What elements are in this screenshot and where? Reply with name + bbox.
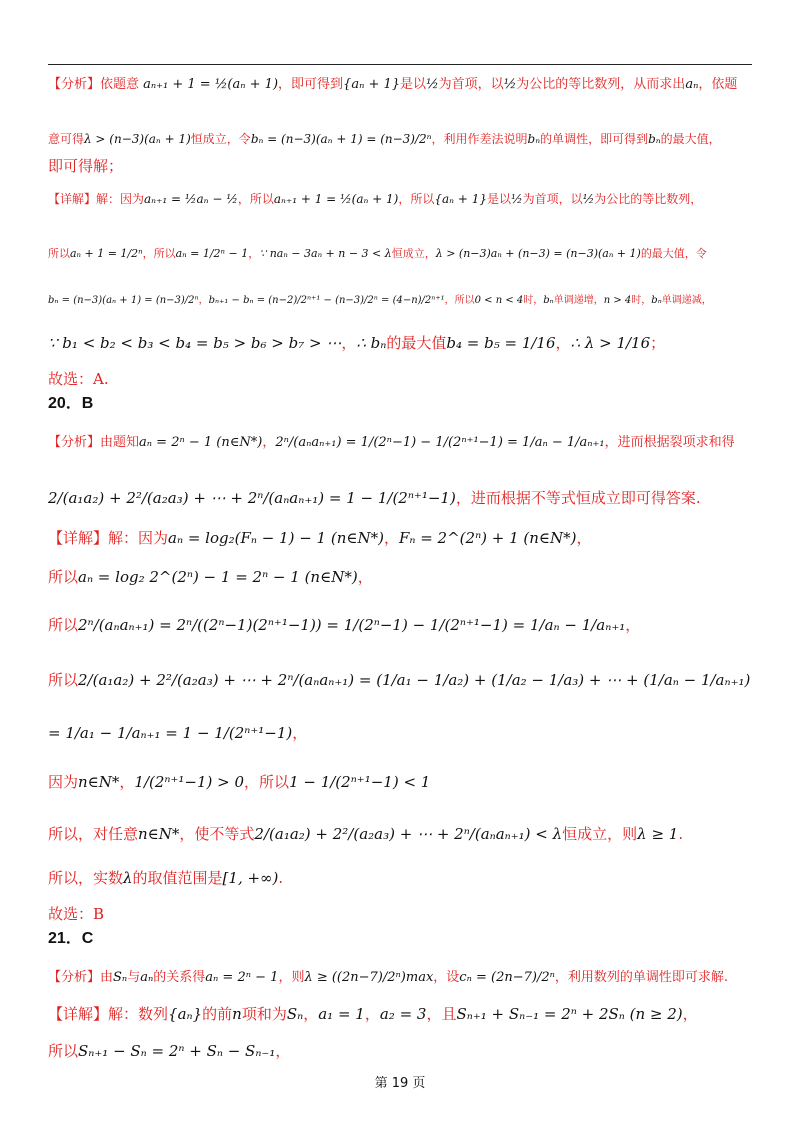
text-line [48,188,702,210]
section-tag: 【详解】 [48,192,97,206]
section-tag: 【分析】 [48,77,101,92]
math-expression: aₙ₊₁ + 1 = ½(aₙ + 1) [143,77,279,92]
explanation-text: ， [364,1005,380,1023]
explanation-text: 恒成立，则 [562,825,638,843]
text-line [48,771,430,793]
math-expression: λ > (n−3)aₙ + (n−3) = (n−3)(aₙ + 1) [435,247,641,260]
question-number: 21．C [48,930,94,947]
section-tag: 【分析】 [48,970,101,985]
explanation-text: 恒成立， [391,247,436,260]
math-expression: aₙ = 2ⁿ − 1 (n∈N*) [139,435,263,450]
math-expression: Fₙ = 2^(2ⁿ) + 1 (n∈N*) [398,529,577,547]
text-line [48,128,721,150]
math-expression: bₙ₊₁ − bₙ = (n−2)/2ⁿ⁺¹ − (n−3)/2ⁿ = (4−n)/2ⁿ⁺¹ [208,295,445,306]
explanation-text: 所以 [48,616,79,634]
explanation-text: ，所以 [444,295,475,306]
explanation-text: ，使不等式 [179,825,255,843]
math-expression: 2/(a₁a₂) + 2²/(a₂a₃) + ⋯ + 2ⁿ/(aₙaₙ₊₁) = (1/a₁ − 1/a₂) + (1/a₂ − 1/a₃) + ⋯ + (1/aₙ − 1/aₙ₊₁) [78,671,751,689]
explanation-text: 因为 [48,773,79,791]
math-expression: 2/(a₁a₂) + 2²/(a₂a₃) + ⋯ + 2ⁿ/(aₙaₙ₊₁) = 1 − 1/(2ⁿ⁺¹−1) [48,489,456,507]
text-line [48,74,737,96]
explanation-text: ， [383,529,399,547]
math-expression: aₙ = log₂ 2^(2ⁿ) − 1 = 2ⁿ − 1 (n∈N*) [78,568,358,586]
explanation-text: . [278,869,284,887]
explanation-text: 依题意 [100,77,144,92]
text-line [48,368,109,390]
math-expression: bₙ = (n−3)(aₙ + 1) = (n−3)/2ⁿ [48,295,199,306]
explanation-text: 所以 [48,1042,79,1060]
explanation-text: 的最大值，令 [640,247,707,260]
math-expression: 1 − 1/(2ⁿ⁺¹−1) < 1 [289,773,431,791]
math-expression: a₂ = 3 [379,1005,427,1023]
math-expression: ½ [582,192,595,206]
explanation-text: ， [555,334,571,352]
math-expression: {aₙ} [168,1005,203,1023]
explanation-text: ， [119,773,135,791]
explanation-text: 为首项，以 [438,77,504,92]
explanation-text: 的最大值 [386,334,447,352]
explanation-text: ， [262,435,276,450]
explanation-text: ，进而根据裂项求和得 [604,435,735,450]
math-expression: aₙ [140,970,154,985]
explanation-text: ，利用数列的单调性即可求解. [554,970,729,985]
explanation-text: 是以 [400,77,427,92]
text-line [48,823,683,845]
math-expression: bₙ = (n−3)(aₙ + 1) = (n−3)/2ⁿ [250,132,432,146]
explanation-text: 故选：A. [48,370,109,388]
header-rule [48,64,752,65]
explanation-text: 为公比的等比数列， [594,192,703,206]
explanation-text: 的最大值， [660,132,721,146]
math-expression: cₙ = (2n−7)/2ⁿ [459,970,555,985]
explanation-text: 的取值范围是 [132,869,223,887]
math-expression: n∈N* [138,825,180,843]
math-expression: a₁ = 1 [318,1005,365,1023]
text-line [48,566,373,588]
explanation-text: 所以 [48,568,79,586]
math-expression: 2ⁿ/(aₙaₙ₊₁) = 1/(2ⁿ−1) − 1/(2ⁿ⁺¹−1) = 1/aₙ − 1/aₙ₊₁ [275,435,605,450]
math-expression: ∵ b₁ < b₂ < b₃ < b₄ = b₅ > b₆ > b₇ > ⋯ [48,334,342,352]
explanation-text: 所以，对任意 [48,825,139,843]
explanation-text: ，设 [433,970,460,985]
explanation-text: 时， [523,295,544,306]
explanation-text: ，即可得到 [278,77,344,92]
math-expression: = 1/a₁ − 1/aₙ₊₁ = 1 − 1/(2ⁿ⁺¹−1) [48,724,293,742]
section-tag: 【分析】 [48,435,101,450]
math-expression: Sₙ₊₁ + Sₙ₋₁ = 2ⁿ + 2Sₙ (n ≥ 2) [456,1005,683,1023]
explanation-text: 时， [631,295,652,306]
text-line [48,243,707,265]
explanation-text: 的单调性，即可得到 [540,132,649,146]
text-line [48,487,701,509]
math-expression: {aₙ + 1} [434,192,487,206]
text-line [48,392,93,415]
explanation-text: ， [248,247,260,260]
math-expression: bₙ [651,295,662,306]
text-line [48,1003,698,1025]
math-expression: Sₙ₊₁ − Sₙ = 2ⁿ + Sₙ − Sₙ₋₁ [78,1042,276,1060]
math-expression: ∵ naₙ − 3aₙ + n − 3 < λ [259,247,392,260]
explanation-text: ， [682,1005,698,1023]
text-line [48,867,283,889]
math-expression: 2ⁿ/(aₙaₙ₊₁) = 2ⁿ/((2ⁿ−1)(2ⁿ⁺¹−1)) = 1/(2ⁿ−1) − 1/(2ⁿ⁺¹−1) = 1/aₙ − 1/aₙ₊₁ [78,616,626,634]
math-expression: b₄ = b₅ = 1/16 [446,334,556,352]
explanation-text: 的前 [202,1005,233,1023]
explanation-text: ，所以 [237,192,274,206]
math-expression: 2/(a₁a₂) + 2²/(a₂a₃) + ⋯ + 2ⁿ/(aₙaₙ₊₁) < λ [254,825,563,843]
math-expression: aₙ = 1/2ⁿ − 1 [175,247,249,260]
text-line [48,290,712,312]
explanation-text: 即可得解； [48,157,124,175]
text-line [48,722,307,744]
math-expression: ½ [511,192,523,206]
math-expression: λ [123,869,133,887]
math-expression: 0 < n < 4 [474,295,524,306]
explanation-text: 所以 [48,247,70,260]
explanation-text: . [678,825,684,843]
explanation-text: ，则 [278,970,305,985]
explanation-text: 单调递减， [661,295,712,306]
text-line [48,332,665,354]
explanation-text: 故选：B [48,905,105,923]
explanation-text: 恒成立，令 [190,132,251,146]
explanation-text: 为首项，以 [522,192,583,206]
page-footer: 第 19 页 [374,1076,426,1091]
text-line [48,432,735,454]
math-expression: Sₙ [286,1005,304,1023]
math-expression: ∴ bₙ [356,334,387,352]
explanation-text: ，依题 [698,77,738,92]
explanation-text: ，利用作差法说明 [431,132,528,146]
math-expression: Sₙ [113,970,128,985]
math-expression: aₙ = log₂(Fₙ − 1) − 1 (n∈N*) [168,529,384,547]
math-expression: λ ≥ ((2n−7)/2ⁿ)max [304,970,434,985]
explanation-text: 的关系得 [153,970,206,985]
math-expression: aₙ + 1 = 1/2ⁿ [70,247,143,260]
explanation-text: ， [625,616,641,634]
math-expression: aₙ₊₁ + 1 = ½(aₙ + 1) [273,192,399,206]
text-line [48,614,640,636]
explanation-text: ， [357,568,373,586]
math-expression: ∴ λ > 1/16 [570,334,651,352]
question-number: 20．B [48,395,94,412]
section-tag: 【详解】 [48,1005,109,1023]
text-line [48,967,728,989]
math-expression: λ > (n−3)(aₙ + 1) [84,132,191,146]
math-expression: [1, +∞) [222,869,279,887]
explanation-text: 解：因为 [108,529,169,547]
explanation-text: ，所以 [142,247,176,260]
explanation-text: 所以 [48,671,79,689]
text-line [48,669,750,691]
explanation-text: 是以 [486,192,511,206]
explanation-text: ， [341,334,357,352]
explanation-text: ， [275,1042,291,1060]
math-expression: n∈N* [78,773,120,791]
explanation-text: ，进而根据不等式恒成立即可得答案. [455,489,701,507]
math-expression: aₙ = 2ⁿ − 1 [205,970,279,985]
section-tag: 【详解】 [48,529,109,547]
math-expression: bₙ [543,295,554,306]
explanation-text: 单调递增， [553,295,604,306]
explanation-text: 为公比的等比数列，从而求出 [516,77,686,92]
text-line [48,1040,290,1062]
math-expression: λ ≥ 1 [637,825,679,843]
explanation-text: 所以，实数 [48,869,124,887]
math-expression: n > 4 [603,295,632,306]
math-expression: ½ [503,77,517,92]
text-line [48,527,592,549]
math-expression: bₙ [527,132,541,146]
text-line [48,927,93,950]
math-expression: {aₙ + 1} [343,77,401,92]
explanation-text: 项和为 [241,1005,287,1023]
explanation-text: 由 [100,970,114,985]
explanation-text: ， [198,295,209,306]
explanation-text: ，且 [426,1005,457,1023]
explanation-text: 与 [127,970,141,985]
explanation-text: 意可得 [48,132,85,146]
text-line [48,903,104,925]
explanation-text: ， [292,724,308,742]
explanation-text: ， [576,529,592,547]
explanation-text: ， [303,1005,319,1023]
explanation-text: ； [650,334,666,352]
math-expression: aₙ₊₁ = ½aₙ − ½ [144,192,238,206]
math-expression: 1/(2ⁿ⁺¹−1) > 0 [134,773,245,791]
text-line [48,155,123,177]
math-expression: ½ [426,77,439,92]
explanation-text: 解：数列 [108,1005,169,1023]
explanation-text: 解：因为 [96,192,145,206]
math-expression: aₙ [685,77,699,92]
explanation-text: 由题知 [100,435,140,450]
math-expression: n [232,1005,242,1023]
math-expression: bₙ [648,132,661,146]
explanation-text: ，所以 [398,192,435,206]
explanation-text: ，所以 [244,773,290,791]
